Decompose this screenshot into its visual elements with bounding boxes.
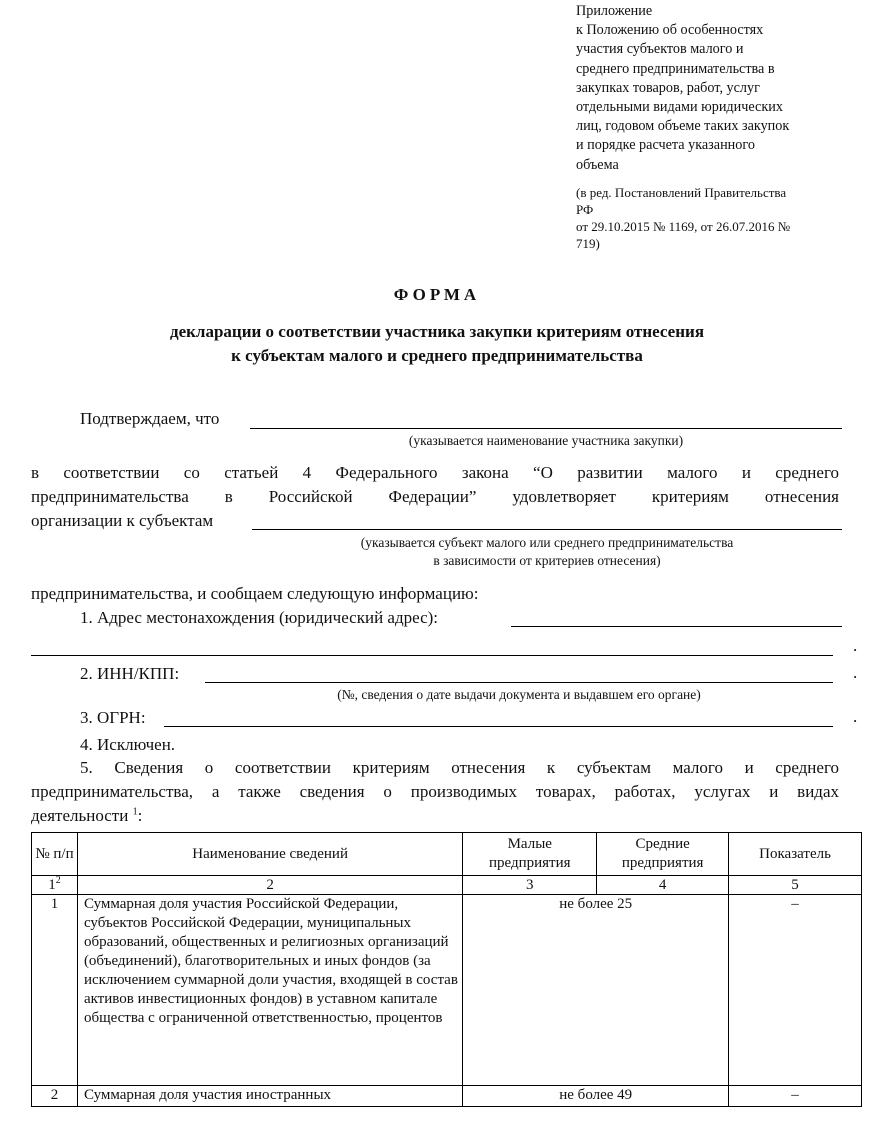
appendix-line: объема [576,156,619,173]
note-line: (указывается субъект малого или среднего предпринимательства [360,535,734,550]
revision-line: от 29.10.2015 № 1169, от 26.07.2016 № [576,218,791,234]
line-end-dot: . [853,636,858,655]
item-criteria-text: деятельности [31,806,129,825]
appendix-block [576,2,856,252]
address-field-continuation[interactable] [31,655,833,656]
paragraph-line: предпринимательства, и сообщаем следующую информацию: [31,584,479,603]
row-number: 2 [32,1086,78,1107]
paragraph-line: организации к субъектам [31,511,214,530]
table-column-numbers-row [32,876,862,895]
revision-line: (в ред. Постановлений Правительства [576,184,787,200]
criteria-table [31,832,862,1107]
appendix-line: отдельными видами юридических [576,99,783,116]
row-indicator: – [729,895,862,1086]
table-header-row [32,833,862,876]
header-cell-number: № п/п [32,833,78,876]
footnote-ref[interactable]: 2 [55,875,61,886]
footnote-ref[interactable]: 1 [132,806,138,818]
header-cell-small: Малые предприятия [463,833,597,876]
header-cell-name: Наименование сведений [77,833,462,876]
note-line: в зависимости от критериев отнесения) [433,553,661,568]
inn-kpp-field[interactable] [205,682,833,683]
participant-name-field[interactable] [250,428,842,429]
row-name: Суммарная доля участия Российской Федерации, субъектов Российской Федерации, муниципальных образований, общественных и религиозных организаций (объединений), благотворительных и иных фондов (за исключением суммарной доли участия, входящей в состав активов инвестиционных фондов) в уставном капитале общества с ограниченной ответственностью, процентов [77,895,462,1086]
appendix-line: и порядке расчета указанного [576,137,755,154]
item-inn-label: 2. ИНН/КПП: [80,664,180,683]
row-value: не более 25 [463,895,729,1086]
column-number-cell: 4 [597,876,729,895]
subject-category-field[interactable] [252,529,842,530]
confirm-label: Подтверждаем, что [80,409,220,428]
row-value: не более 49 [463,1086,729,1107]
table-row [32,1086,862,1107]
address-field[interactable] [511,626,842,627]
inn-kpp-note: (№, сведения о дате выдачи документа и выдавшем его органе) [337,687,701,702]
row-number: 1 [32,895,78,1086]
appendix-line: Приложение [576,3,653,19]
appendix-line: среднего предпринимательства в [576,60,775,77]
header-cell-medium: Средние предприятия [597,833,729,876]
line-end-dot: . [853,663,858,682]
appendix-line: к Положению об особенностях [576,22,764,39]
appendix-line: закупках товаров, работ, услуг [576,79,760,96]
paragraph-line: в соответствии со статьей 4 Федерального закона “О развитии малого и среднего [31,463,839,482]
row-indicator: – [729,1086,862,1107]
appendix-line: участия субъектов малого и [576,41,744,58]
item-criteria-colon: : [137,806,143,825]
revision-line: РФ [576,201,594,217]
column-number: 1 [48,877,56,893]
item-criteria-line [31,804,142,828]
item-ogrn-label: 3. ОГРН: [80,708,146,727]
subtitle-line: декларации о соответствии участника закупки критериям отнесения [169,322,705,341]
column-number-cell: 2 [77,876,462,895]
header-cell-indicator: Показатель [729,833,862,876]
revision-line: 719) [576,235,600,251]
item-criteria-line: предпринимательства, а также сведения о производимых товарах, работах, услугах и видах [31,782,839,801]
form-title: ФОРМА [393,285,481,304]
table-row [32,895,862,1086]
ogrn-field[interactable] [164,726,833,727]
subject-category-note [252,534,842,570]
revision-reference [576,184,856,252]
subtitle-line: к субъектам малого и среднего предпринимательства [231,346,643,365]
paragraph-line: предпринимательства в Российской Федерации” удовлетворяет критериям отнесения [31,487,839,506]
participant-name-note: (указывается наименование участника закупки) [408,433,684,448]
line-end-dot: . [853,707,858,726]
column-number-cell: 3 [463,876,597,895]
item-excluded: 4. Исключен. [80,735,176,754]
row-name: Суммарная доля участия иностранных [77,1086,462,1107]
item-criteria-line: 5. Сведения о соответствии критериям отнесения к субъектам малого и среднего [80,758,839,777]
column-number-cell [32,876,78,895]
form-subtitle [0,320,874,368]
column-number-cell: 5 [729,876,862,895]
item-address-label: 1. Адрес местонахождения (юридический адрес): [80,608,439,627]
appendix-line: лиц, годовом объеме таких закупок [576,118,790,135]
